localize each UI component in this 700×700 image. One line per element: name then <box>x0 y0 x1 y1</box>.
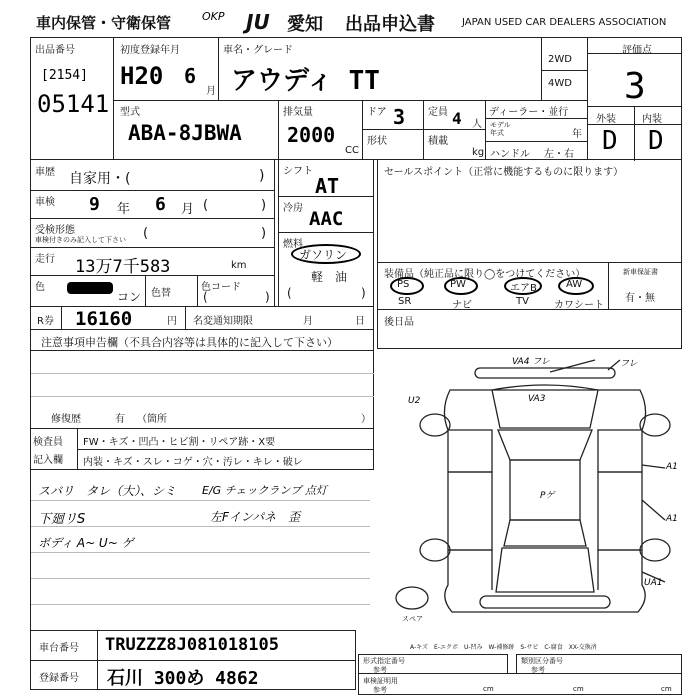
handle-label: ハンドル <box>490 149 530 160</box>
color-code-paren-close: ) <box>265 290 270 304</box>
damage-u2: U2 <box>408 396 421 406</box>
inspector-note-2b: 左Fインパネ 歪 <box>210 510 301 524</box>
cm-3: cm <box>661 685 672 693</box>
ac-value: AAC <box>309 208 344 230</box>
dealer-label: ディーラー・並行 <box>489 107 569 118</box>
chassis-label: 車台番号 <box>39 643 79 654</box>
fuel-paren-close: ) <box>361 286 366 300</box>
plate-row <box>30 660 356 690</box>
brand-name: 愛知 <box>287 14 323 35</box>
size-box <box>358 673 682 695</box>
cert-label: 形式指定番号 <box>363 657 405 665</box>
receipt-paren-open: ( <box>143 226 149 241</box>
storage-title: 車内保管・守衛保管 <box>36 14 172 32</box>
equipment-box <box>377 262 609 310</box>
shape-cell <box>362 129 424 160</box>
warranty-options: 有・無 <box>625 293 655 304</box>
inspection-year-suffix: 年 <box>117 202 131 217</box>
handle-options: 左・右 <box>544 149 574 160</box>
model-label: 車名・グレード <box>223 45 293 56</box>
equip-airbag: エアB <box>510 283 537 294</box>
lot-number: 05141 <box>37 90 110 118</box>
inspector-label-bottom: 記入欄 <box>33 455 63 466</box>
model-cell <box>218 37 542 101</box>
damage-a1: A1 <box>666 462 678 472</box>
fuel-label: 燃料 <box>283 239 303 250</box>
left-rear-fender <box>448 550 492 590</box>
ac-label: 冷房 <box>283 203 303 214</box>
damage-ua1: UA1 <box>644 578 663 588</box>
notice-label: 名変通知期限 <box>193 316 253 327</box>
wheel-front-left <box>420 414 450 436</box>
receipt-note: 車検付きのみ記入して下さい <box>35 236 126 244</box>
wheel-front-right <box>640 414 670 436</box>
ju-logo: JU <box>246 10 270 34</box>
displacement-label: 排気量 <box>283 107 313 118</box>
equip-ps: PS <box>397 279 410 290</box>
interior-value: D <box>648 126 664 156</box>
damage-a1b: A1 <box>666 514 678 524</box>
shape-label: 形状 <box>367 136 387 147</box>
load-cell <box>423 129 486 160</box>
hood <box>492 385 598 428</box>
left-front-fender <box>448 430 492 472</box>
color-value: コン <box>117 290 142 304</box>
type-cell <box>113 100 279 160</box>
exterior-value: D <box>602 126 618 156</box>
equip-tv: TV <box>516 296 529 307</box>
right-rear-fender <box>598 550 642 590</box>
equip-sr: SR <box>398 296 412 307</box>
notes-block <box>30 329 374 429</box>
rear-items-box <box>377 309 682 349</box>
lot-cell <box>30 37 114 160</box>
km-unit: km <box>231 260 247 271</box>
damage-va3: VA3 <box>528 394 546 404</box>
cm-2: cm <box>573 685 584 693</box>
class-label: 類別区分番号 <box>521 657 563 665</box>
chassis-value: TRUZZZ8J081018105 <box>105 635 279 655</box>
mileage-value: 13万7千583 <box>75 257 171 277</box>
cc-unit: CC <box>345 145 359 156</box>
cm-1: cm <box>483 685 494 693</box>
drive-cell <box>541 37 588 101</box>
spare-label: スペア <box>402 615 423 623</box>
shift-label: シフト <box>283 166 313 177</box>
mileage-label: 走行 <box>35 254 55 265</box>
inspector-row2: 内装・キズ・スレ・コゲ・穴・汚レ・キレ・破レ <box>83 457 303 468</box>
color-change-label: 色替 <box>151 288 171 299</box>
damage-roof: Pゲ <box>540 491 555 501</box>
capacity-unit: 人 <box>472 119 482 130</box>
damage-front-top: VA4 フレ <box>512 357 550 367</box>
type-label: 型式 <box>120 107 140 118</box>
inspection-paren-open: ( <box>203 198 209 213</box>
inspector-label-top: 検査員 <box>33 437 63 448</box>
doors-value: 3 <box>393 105 406 129</box>
sales-points-label: セールスポイント（正常に機能するものに限ります） <box>384 167 624 178</box>
type-value: ABA-8JBWA <box>128 121 242 145</box>
doors-cell <box>362 100 424 130</box>
repair-paren: （箇所 <box>137 414 167 425</box>
right-door <box>598 472 642 550</box>
capacity-label: 定員 <box>428 107 448 118</box>
lot-bracket: [2154] <box>41 68 88 83</box>
score-cell <box>587 37 682 160</box>
equip-navi: ナビ <box>452 300 472 311</box>
notice-month: 月 <box>303 316 313 327</box>
recycle-row <box>30 306 374 330</box>
repair-paren-close: ） <box>361 414 371 425</box>
lot-label: 出品番号 <box>35 45 75 56</box>
model-year-label: モデル 年式 <box>490 121 511 137</box>
rear-bumper <box>480 596 610 608</box>
form-title: 出品申込書 <box>345 14 435 35</box>
dealer-cell <box>485 100 588 160</box>
plate-label: 登録番号 <box>39 673 79 684</box>
inspection-paren-close: ) <box>261 198 267 213</box>
size-ref: 参考 <box>373 686 387 694</box>
inspector-block <box>30 428 374 470</box>
body-outline <box>444 390 645 612</box>
history-close: ) <box>259 168 265 184</box>
equipment-label: 装備品（純正品に限り◯をつけてください） <box>384 269 586 280</box>
doors-label: ドア <box>367 107 387 118</box>
displacement-cell <box>278 100 363 160</box>
damage-legend: A-キズ E-エクボ U-凹み W-補修跡 S-サビ C-腐食 XX-交換済 <box>410 644 597 651</box>
right-front-fender <box>598 430 642 472</box>
recycle-value: 16160 <box>75 308 133 330</box>
fuel-gasoline: ガソリン <box>299 248 348 262</box>
inspector-note-1: スバリ タレ（大）、シミ <box>38 484 177 498</box>
inspection-year: 9 <box>89 194 100 215</box>
shift-block <box>278 159 374 307</box>
color-label: 色 <box>35 282 45 293</box>
score-label: 評価点 <box>622 45 652 56</box>
equip-seat: カワシート <box>554 300 604 311</box>
recycle-label: R券 <box>37 316 54 327</box>
windshield <box>498 430 592 460</box>
color-code-paren-open: ( <box>203 290 208 304</box>
wheel-rear-right <box>640 539 670 561</box>
wheel-rear-left <box>420 539 450 561</box>
repair-value: 有 <box>115 414 125 425</box>
front-bumper <box>475 368 615 378</box>
yen-unit: 円 <box>167 316 177 327</box>
history-label: 車歴 <box>35 167 55 178</box>
fuel-paren-open: ( <box>287 286 292 300</box>
drive-2wd: 2WD <box>548 54 572 65</box>
warranty-box <box>608 262 682 310</box>
shift-value: AT <box>315 174 340 198</box>
load-label: 積載 <box>428 136 448 147</box>
inspection-month-suffix: 月 <box>181 202 195 217</box>
inspector-note-1b: E/G チェックランプ 点灯 <box>202 484 327 497</box>
rear-window <box>504 520 586 546</box>
english-title: JAPAN USED CAR DEALERS ASSOCIATION <box>462 17 667 28</box>
inspection-month: 6 <box>155 194 166 215</box>
cert-box <box>358 654 508 674</box>
year-suffix: 年 <box>572 129 582 140</box>
score-value: 3 <box>624 66 646 107</box>
receipt-label: 受検形態 <box>35 225 75 236</box>
capacity-cell <box>423 100 486 130</box>
inspector-note-2: 下廻リS <box>38 512 86 527</box>
notes-header: 注意事項申告欄（不具合内容等は具体的に記入して下さい） <box>41 336 338 349</box>
cert-ref: 参考 <box>373 666 387 674</box>
class-ref: 参考 <box>531 666 545 674</box>
drive-4wd: 4WD <box>548 78 572 89</box>
trunk <box>496 548 594 592</box>
inspector-note-3: ボディ A~ U~ ゲ <box>38 536 134 550</box>
displacement-value: 2000 <box>287 123 336 147</box>
class-box <box>516 654 682 674</box>
history-block <box>30 159 275 307</box>
kg-unit: kg <box>472 147 485 158</box>
fuel-diesel: 軽 油 <box>311 270 348 284</box>
reg-year-label: 初度登録年月 <box>120 45 180 56</box>
history-value: 自家用・( <box>69 171 131 187</box>
reg-month: 6 <box>184 64 197 88</box>
notice-day: 日 <box>355 316 365 327</box>
interior-label: 内装 <box>642 114 662 125</box>
inspection-label: 車検 <box>35 197 55 208</box>
reg-year-cell <box>113 37 219 101</box>
sales-points-box <box>377 159 682 263</box>
rear-items-label: 後日品 <box>384 317 414 328</box>
equip-pw: PW <box>450 279 466 290</box>
equip-aw: AW <box>566 279 583 290</box>
plate-value: 石川 300め 4862 <box>107 668 259 689</box>
color-redaction <box>67 282 113 294</box>
color-code-label: 色コード <box>201 282 241 293</box>
header <box>0 0 700 38</box>
damage-front-top2: フレ <box>620 359 638 369</box>
era-year: H20 <box>120 62 164 90</box>
receipt-paren-close: ) <box>261 226 267 241</box>
model-value: アウディ TT <box>231 66 380 96</box>
left-door <box>448 472 492 550</box>
warranty-label: 新車保証書 <box>623 268 658 276</box>
size-label: 車検証明用 <box>363 677 398 685</box>
month-suffix: 月 <box>206 86 216 97</box>
repair-label: 修復歴 <box>51 414 81 425</box>
chassis-row <box>30 630 356 661</box>
storage-title-mark: OKP <box>202 10 225 23</box>
capacity-value: 4 <box>452 109 462 128</box>
spare-tire <box>396 587 428 609</box>
exterior-label: 外装 <box>596 114 616 125</box>
inspector-row1: FW・キズ・凹凸・ヒビ割・リペア跡・X要 <box>83 437 276 448</box>
